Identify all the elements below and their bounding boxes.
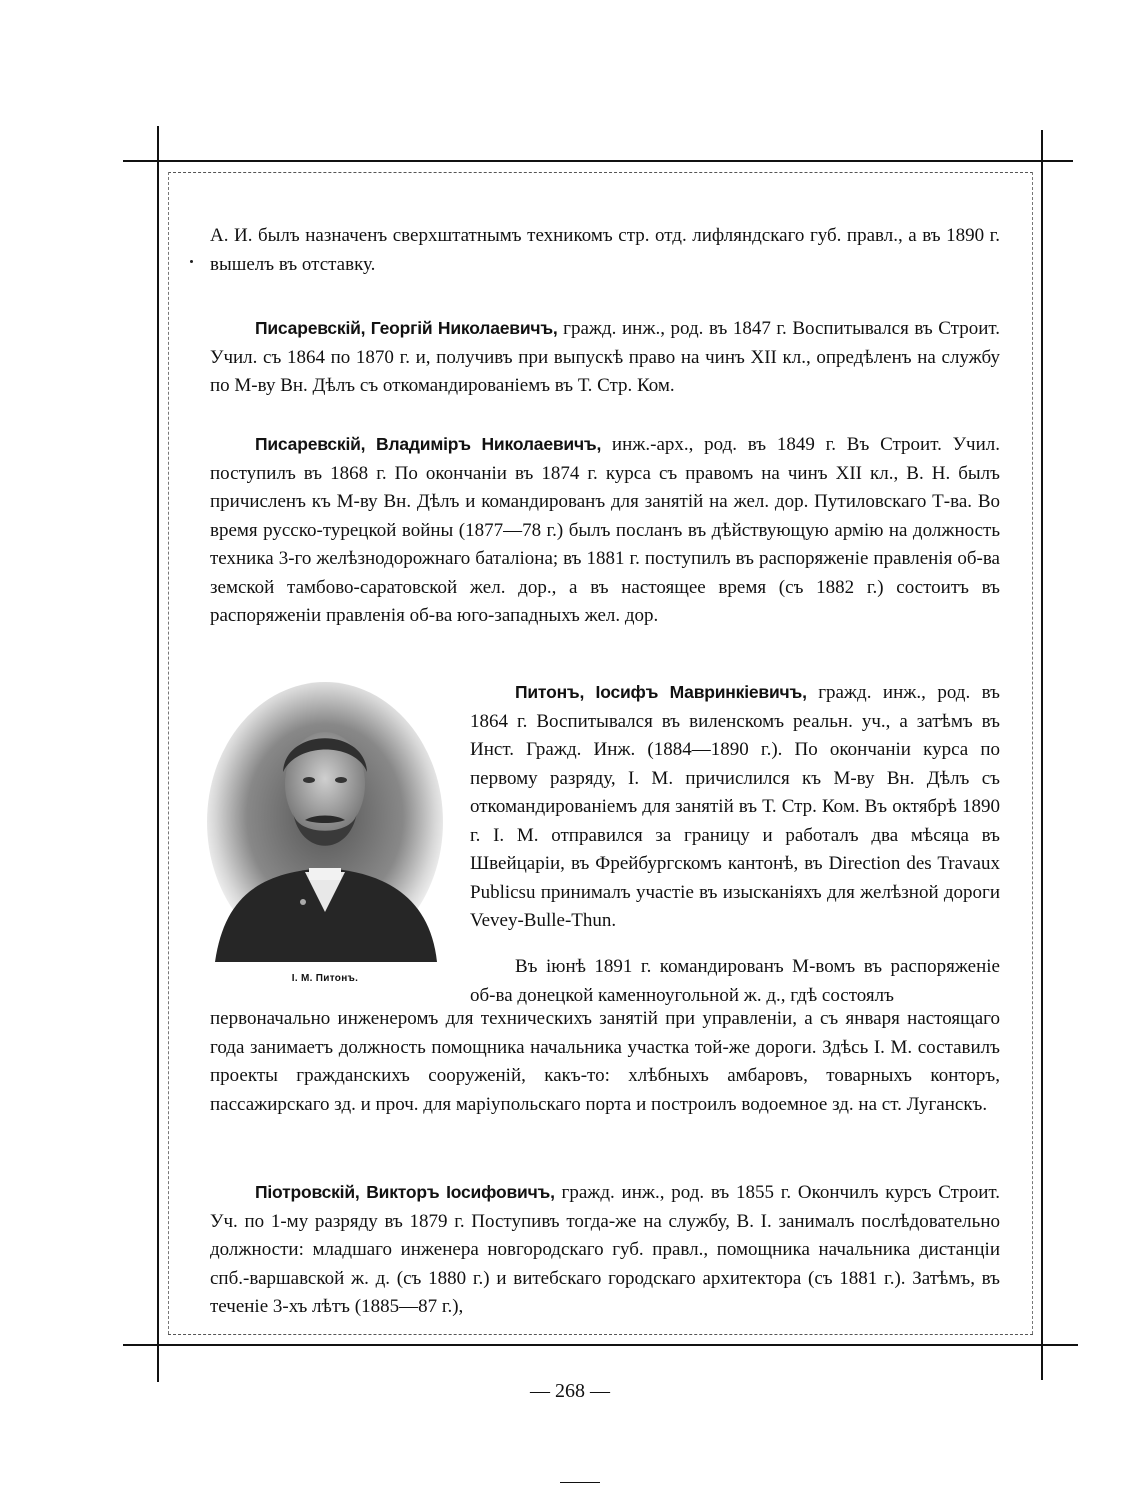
- inner-left-dashed-rule: [168, 172, 169, 1334]
- frame-bottom-rule: [123, 1344, 1078, 1346]
- entry-piton-part1: [470, 678, 1000, 936]
- entry-pisarevsky-georgy: [210, 314, 1000, 401]
- entry-piton-part3: первоначально инженеромъ для техническихъ занятій при управленіи, а съ января настоящаго года занимаетъ должность помощника начальника участка той-же дороги. Здѣсь І. М. составилъ проекты гражданскихъ сооруженій, какъ-то: хлѣбныхъ амбаровъ, товарныхъ конторъ, пассажирскаго зд. и проч. для маріупольскаго порта и построилъ водоемное зд. на ст. Луганскъ.: [210, 1008, 1000, 1115]
- frame-top-rule: [123, 160, 1073, 162]
- bottom-stub-rule: [560, 1482, 600, 1483]
- entry-name: Писаревскій, Георгій Николаевичъ,: [255, 318, 558, 338]
- entry-text: гражд. инж., род. въ 1847 г. Воспитывался въ Строит. Учил. съ 1864 по 1870 г. и, получивъ при выпускѣ право на чинъ XII кл., опредѣленъ на службу по М-ву Вн. Дѣлъ съ откомандированіемъ въ Т. Стр. Ком.: [210, 318, 1001, 396]
- continuation-paragraph: А. И. былъ назначенъ сверхштатнымъ техникомъ стр. отд. лифляндскаго губ. правл., а въ 1890 г. вышелъ въ отставку.: [210, 225, 1000, 275]
- entry-name: Піотровскій, Викторъ Іосифовичъ,: [255, 1182, 555, 1202]
- portrait-caption: І. М. Питонъ.: [291, 973, 359, 984]
- inner-top-dashed-rule: [168, 172, 1033, 173]
- portrait-image: [205, 672, 445, 972]
- entry-text: гражд. инж., род. въ 1864 г. Воспитывался въ виленскомъ реальн. уч., а затѣмъ въ Инст. Гражд. Инж. (1884—1890 г.). По окончаніи курса по первому разряду, І. М. причислился къ М-ву Вн. Дѣлъ съ откомандированіемъ для занятій въ Т. Стр. Ком. Въ октябрѣ 1890 г. І. М. отправился за границу и работалъ два мѣсяца въ Швейцаріи, въ Фрейбургскомъ кантонѣ, въ Direction des Travaux Publicsu принималъ участіе въ изысканіяхъ для желѣзной дороги Vevey-Bulle-Thun.: [470, 682, 1000, 931]
- frame-left-rule: [157, 126, 159, 1382]
- entry-text: инж.-арх., род. въ 1849 г. Въ Строит. Учил. поступилъ въ 1868 г. По окончаніи въ 1874 г. курса съ правомъ на чинъ XII кл., В. Н. былъ причисленъ къ М-ву Вн. Дѣлъ и командированъ для занятій на жел. дор. Путиловскаго Т-ва. Во время русско-турецкой войны (1877—78 г.) былъ посланъ въ дѣйствующую армію на должность техника 3-го желѣзнодорожнаго баталіона; въ 1881 г. поступилъ въ распоряженіе правленія об-ва земской тамбово-саратовской жел. дор., а въ настоящее время (съ 1882 г.) состоитъ въ распоряженіи правленія об-ва юго-западныхъ жел. дор.: [210, 434, 1000, 626]
- entry-pisarevsky-vladimir: [210, 430, 1000, 631]
- margin-dot: [190, 260, 193, 263]
- entry-name: Питонъ, Іосифъ Мавринкіевичъ,: [515, 682, 807, 702]
- portrait-engraving: [205, 672, 445, 972]
- entry-text: гражд. инж., род. въ 1855 г. Окончилъ курсъ Строит. Уч. по 1-му разряду въ 1879 г. Поступивъ тогда-же на службу, В. І. занималъ послѣдовательно должности: младшаго инженера новгородскаго губ. правл., помощника начальника дистанціи спб.-варшавской ж. д. (съ 1880 г.) и витебскаго городскаго архитектора (съ 1881 г.). Затѣмъ, въ теченіе 3-хъ лѣтъ (1885—87 г.),: [210, 1182, 1000, 1317]
- entry-piotrovsky-viktor: [210, 1178, 1000, 1322]
- inner-right-dashed-rule: [1032, 172, 1033, 1334]
- entry-name: Писаревскій, Владиміръ Николаевичъ,: [255, 434, 602, 454]
- inner-bottom-dashed-rule: [168, 1334, 1033, 1335]
- frame-right-rule: [1041, 130, 1043, 1380]
- page-number: — 268 —: [530, 1380, 610, 1402]
- entry-piton-part2: Въ іюнѣ 1891 г. командированъ М-вомъ въ распоряженіе об-ва донецкой каменноугольной ж. д., гдѣ состоялъ: [470, 956, 1000, 1006]
